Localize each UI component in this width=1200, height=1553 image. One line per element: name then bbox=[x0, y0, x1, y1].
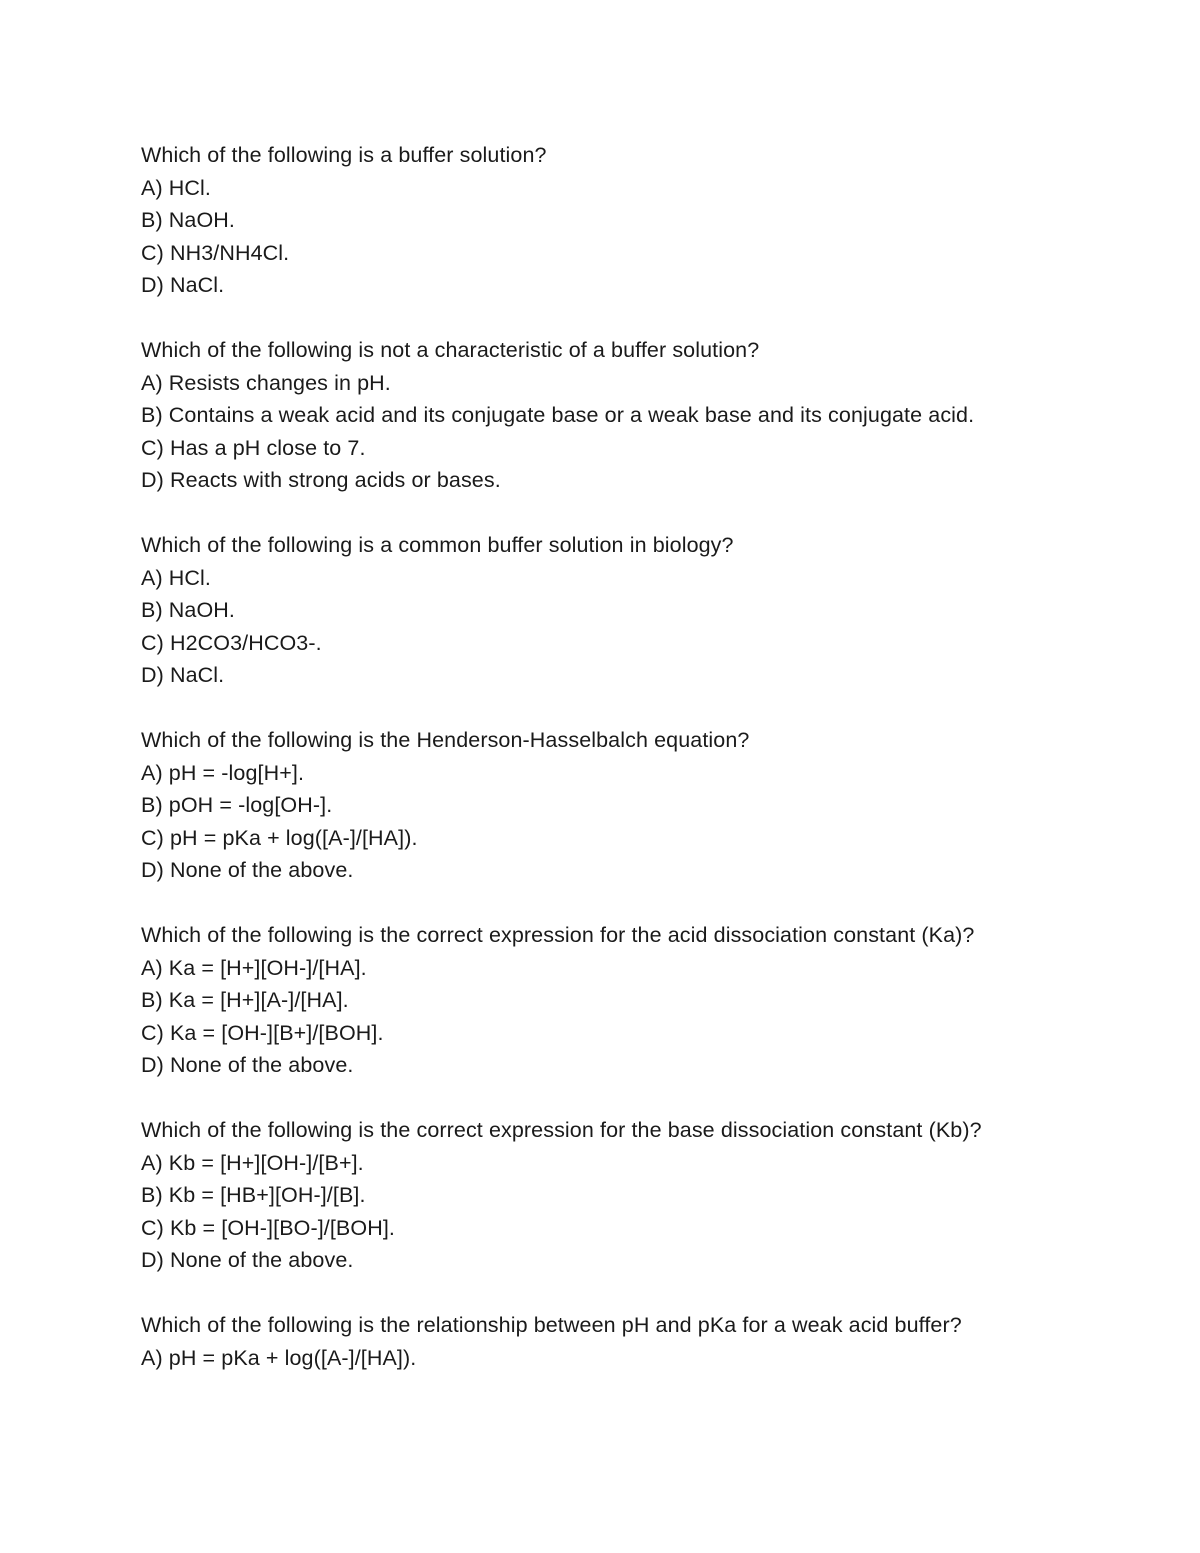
answer-option: B) Ka = [H+][A-]/[HA]. bbox=[141, 988, 349, 1012]
answer-option: D) None of the above. bbox=[141, 1053, 354, 1077]
question-stem: Which of the following is not a characteristic of a buffer solution? bbox=[141, 338, 760, 362]
question-4 bbox=[141, 724, 1071, 887]
answer-option: A) Kb = [H+][OH-]/[B+]. bbox=[141, 1150, 364, 1175]
question-7 bbox=[141, 1309, 1071, 1374]
question-3 bbox=[141, 529, 1071, 692]
question-stem: Which of the following is the relationship between pH and pKa for a weak acid buffer? bbox=[141, 1313, 962, 1337]
question-stem: Which of the following is the correct expression for the acid dissociation constant (Ka)? bbox=[141, 923, 975, 947]
question-stem: Which of the following is the correct expression for the base dissociation constant (Kb)? bbox=[141, 1118, 982, 1142]
answer-option: A) Ka = [H+][OH-]/[HA]. bbox=[141, 955, 367, 980]
answer-option: A) HCl. bbox=[141, 175, 211, 200]
answer-option: C) H2CO3/HCO3-. bbox=[141, 630, 322, 655]
question-1 bbox=[141, 139, 1071, 302]
answer-option: B) Kb = [HB+][OH-]/[B]. bbox=[141, 1183, 366, 1207]
answer-option: C) pH = pKa + log([A-]/[HA]). bbox=[141, 825, 418, 850]
answer-option: B) NaOH. bbox=[141, 208, 235, 232]
answer-option: C) Kb = [OH-][BO-]/[BOH]. bbox=[141, 1215, 395, 1240]
question-stem: Which of the following is the Henderson-Hasselbalch equation? bbox=[141, 728, 750, 752]
answer-option: A) HCl. bbox=[141, 565, 211, 590]
answer-option: C) Has a pH close to 7. bbox=[141, 435, 366, 460]
answer-option: D) None of the above. bbox=[141, 1248, 354, 1272]
answer-option: C) Ka = [OH-][B+]/[BOH]. bbox=[141, 1020, 384, 1045]
question-6 bbox=[141, 1114, 1071, 1277]
answer-option: D) NaCl. bbox=[141, 273, 225, 297]
answer-option: A) Resists changes in pH. bbox=[141, 370, 391, 395]
question-stem: Which of the following is a buffer solution? bbox=[141, 143, 547, 167]
answer-option: A) pH = pKa + log([A-]/[HA]). bbox=[141, 1345, 417, 1370]
answer-option: D) None of the above. bbox=[141, 858, 354, 882]
document-body bbox=[141, 139, 1071, 1407]
answer-option: D) Reacts with strong acids or bases. bbox=[141, 468, 501, 492]
answer-option: C) NH3/NH4Cl. bbox=[141, 240, 290, 265]
question-2 bbox=[141, 334, 1071, 497]
answer-option: B) pOH = -log[OH-]. bbox=[141, 793, 333, 817]
answer-option: B) Contains a weak acid and its conjugate base or a weak base and its conjugate acid. bbox=[141, 403, 975, 427]
answer-option: B) NaOH. bbox=[141, 598, 235, 622]
answer-option: D) NaCl. bbox=[141, 663, 225, 687]
question-5 bbox=[141, 919, 1071, 1082]
answer-option: A) pH = -log[H+]. bbox=[141, 760, 305, 785]
question-stem: Which of the following is a common buffer solution in biology? bbox=[141, 533, 734, 557]
